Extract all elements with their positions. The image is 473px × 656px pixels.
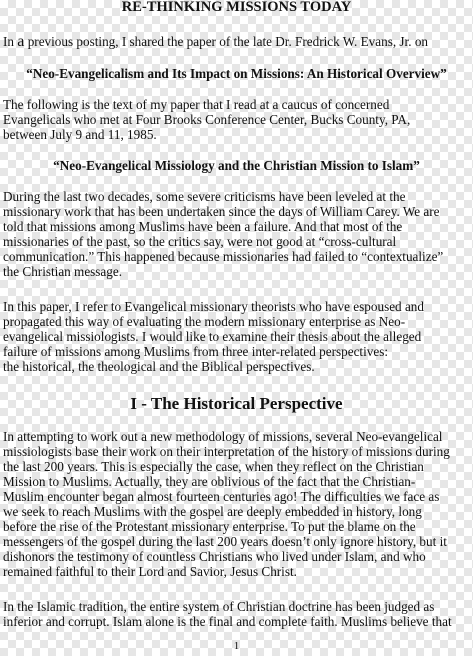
paragraph-line: missiologists base their work on their interpretation of the history of missions during (3, 444, 450, 459)
paragraph-line: In attempting to work out a new methodology of missions, several Neo-evangelical (3, 429, 443, 444)
paragraph-line: Evangelicals who met at Four Brooks Conference Center, Bucks County, PA, (3, 112, 411, 127)
document-title: RE-THINKING MISSIONS TODAY (121, 0, 352, 15)
paragraph-line: dishonors the testimony of countless Christians who lived under Islam, and who (3, 549, 426, 564)
intro-text-rest: previous posting, I shared the paper of the late Dr. Fredrick W. Evans, Jr. on (24, 34, 429, 49)
paragraph-line: missionaries of the past, so the critics say, were not good at “cross-cultural (3, 234, 397, 249)
page-number: 1 (233, 640, 240, 652)
paragraph-line: inferior and corrupt. Islam alone is the final and complete faith. Muslims believe that (3, 614, 452, 629)
quoted-heading-2: “Neo-Evangelical Missiology and the Christian Mission to Islam” (53, 158, 420, 173)
intro-text-start: In (3, 34, 18, 49)
paragraph-line: the last 200 years. This is especially the case, when they reflect on the Christian (3, 459, 424, 474)
paragraph-line: missionary work that has been undertaken since the days of William Carey. We are (3, 204, 440, 219)
paragraph-line: before the rise of the Protestant missionary enterprise. To put the blame on the (3, 519, 416, 534)
paragraph-line: the Christian message. (3, 264, 123, 279)
quoted-heading-1: “Neo-Evangelicalism and Its Impact on Missions: An Historical Overview” (26, 66, 447, 81)
paragraph-line: we seek to reach Muslims with the gospel are deeply embedded in history, long (3, 504, 422, 519)
paragraph-line: Mission to Muslims. Actually, they are oblivious of the fact that the Christian- (3, 474, 416, 489)
paragraph-line: messengers of the gospel during the last 200 years doesn’t only ignore history, but it (3, 534, 447, 549)
paragraph-line: In the Islamic tradition, the entire system of Christian doctrine has been judged as (3, 599, 435, 614)
paragraph-line: told that missions among Muslims have been a failure. And that most of the (3, 219, 403, 234)
paragraph-line: Muslim encounter began almost fourteen centuries ago! The difficulties we face as (3, 489, 440, 504)
paragraph-line: the historical, the theological and the Biblical perspectives. (3, 359, 315, 374)
paragraph-line: communication.” This happened because missionaries had failed to “contextualize” (3, 249, 444, 264)
intro-line (3, 34, 428, 49)
paragraph-line: between July 9 and 11, 1985. (3, 127, 157, 142)
intro-large-letter: a (17, 33, 25, 50)
paragraph-line: failure of missions among Muslims from three inter-related perspectives: (3, 344, 389, 359)
paragraph-line: During the last two decades, some severe criticisms have been leveled at the (3, 189, 406, 204)
paragraph-line: evangelical missiologists. I would like to examine their thesis about the alleged (3, 329, 422, 344)
paragraph-line: The following is the text of my paper that I read at a caucus of concerned (3, 97, 390, 112)
paragraph-line: In this paper, I refer to Evangelical missionary theorists who have espoused and (3, 299, 424, 314)
paragraph-line: remained faithful to their Lord and Savior, Jesus Christ. (3, 564, 297, 579)
paragraph-line: propagated this way of evaluating the modern missionary enterprise as Neo- (3, 314, 406, 329)
section-heading: I - The Historical Perspective (130, 394, 343, 413)
